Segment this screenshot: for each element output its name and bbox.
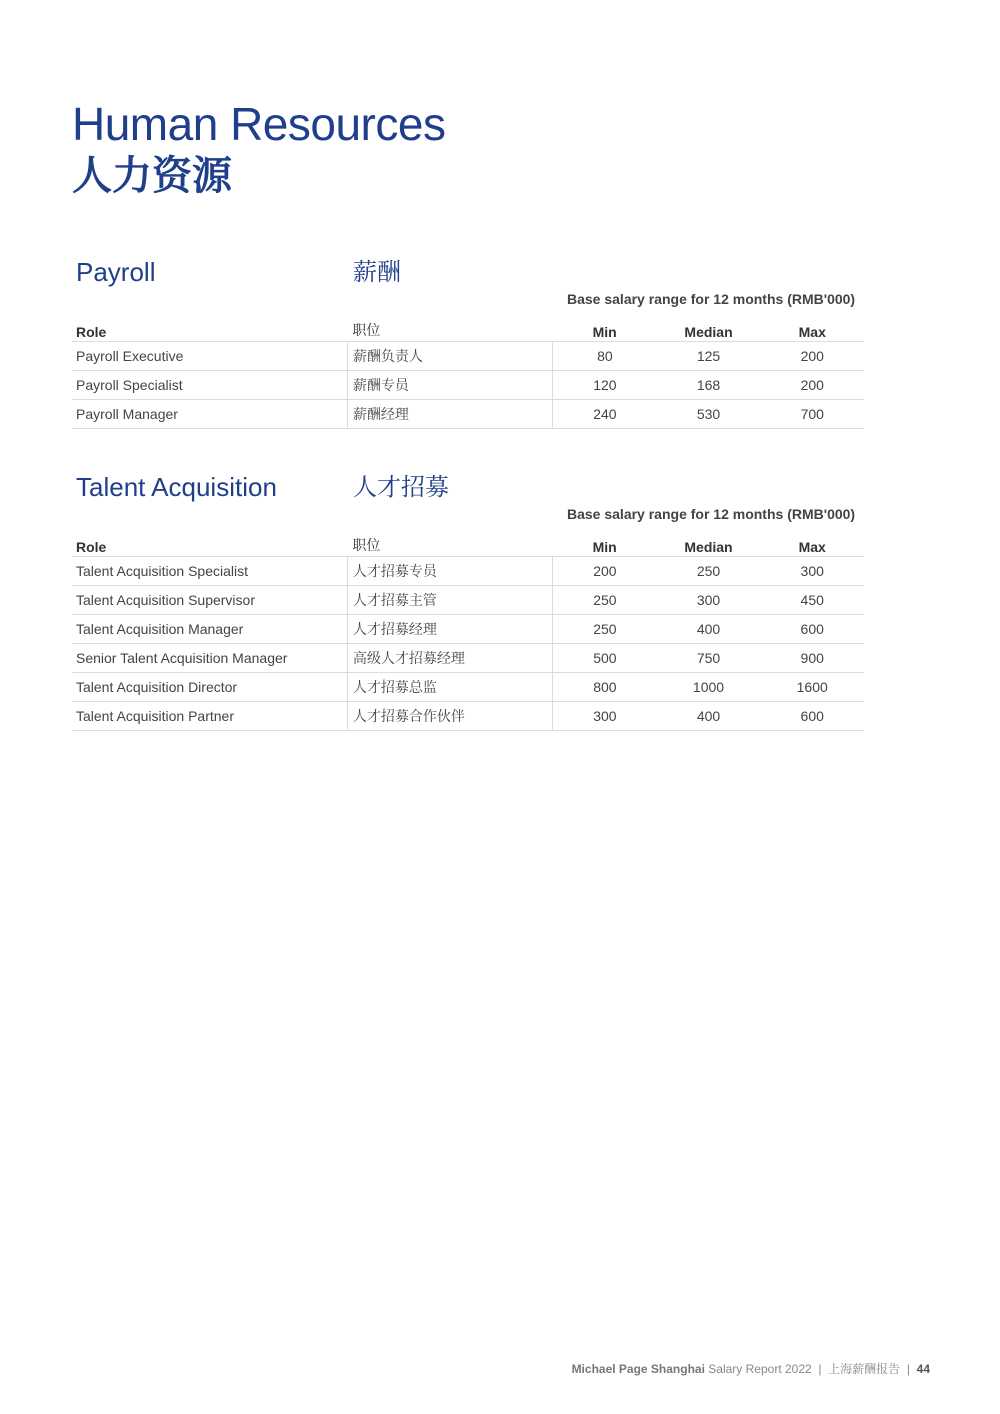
min-cell: 240	[553, 400, 657, 429]
role-cn-cell: 人才招募总监	[347, 673, 552, 702]
role-cn-cell: 人才招募合作伙伴	[347, 702, 552, 731]
max-cell: 700	[760, 400, 864, 429]
role-cn-cell: 高级人才招募经理	[347, 644, 552, 673]
table-row	[72, 371, 864, 400]
role-cell: Payroll Executive	[72, 342, 347, 371]
median-cell: 300	[657, 586, 761, 615]
min-header: Min	[592, 324, 617, 340]
table-row	[72, 673, 864, 702]
min-cell: 80	[553, 342, 657, 371]
role-cn-cell: 人才招募专员	[347, 557, 552, 586]
role-cell: Talent Acquisition Partner	[72, 702, 347, 731]
footer-separator: |	[818, 1362, 822, 1376]
salary-range-heading: Base salary range for 12 months (RMB'000)	[567, 506, 856, 522]
table-row	[72, 644, 864, 673]
min-cell: 250	[553, 586, 657, 615]
footer-separator: |	[906, 1362, 910, 1376]
min-header: Min	[592, 539, 617, 555]
role-cn-cell: 人才招募主管	[347, 586, 552, 615]
footer-report-title: Salary Report 2022	[708, 1362, 812, 1376]
footer-report-title-chinese: 上海薪酬报告	[828, 1362, 901, 1376]
max-cell: 600	[760, 615, 864, 644]
role-cn-cell: 人才招募经理	[347, 615, 552, 644]
max-cell: 200	[760, 371, 864, 400]
table-row	[72, 702, 864, 731]
min-cell: 200	[553, 557, 657, 586]
table-row	[72, 400, 864, 429]
salary-range-heading: Base salary range for 12 months (RMB'000)	[567, 291, 856, 307]
median-cell: 1000	[657, 673, 761, 702]
page-footer	[572, 1360, 930, 1377]
median-cell: 530	[657, 400, 761, 429]
section-title-chinese: 薪酬	[353, 258, 401, 286]
role-header: Role	[76, 539, 107, 555]
role-header: Role	[76, 324, 107, 340]
max-header: Max	[798, 324, 826, 340]
max-cell: 600	[760, 702, 864, 731]
table-row	[72, 342, 864, 371]
footer-brand: Michael Page Shanghai	[571, 1362, 705, 1376]
median-header: Median	[684, 539, 733, 555]
max-cell: 200	[760, 342, 864, 371]
max-header: Max	[798, 539, 826, 555]
median-cell: 400	[657, 702, 761, 731]
table-header-row	[72, 529, 864, 557]
min-cell: 250	[553, 615, 657, 644]
min-cell: 120	[553, 371, 657, 400]
page-title: Human Resources	[72, 98, 446, 150]
max-cell: 1600	[760, 673, 864, 702]
role-cell: Talent Acquisition Manager	[72, 615, 347, 644]
role-cell: Payroll Specialist	[72, 371, 347, 400]
median-cell: 400	[657, 615, 761, 644]
role-cn-header: 职位	[352, 538, 381, 554]
median-cell: 250	[657, 557, 761, 586]
role-cn-header: 职位	[352, 323, 381, 339]
role-cell: Talent Acquisition Director	[72, 673, 347, 702]
role-cell: Payroll Manager	[72, 400, 347, 429]
page-title-chinese: 人力资源	[72, 153, 232, 199]
section-title: Payroll	[76, 257, 156, 287]
role-cell: Talent Acquisition Supervisor	[72, 586, 347, 615]
max-cell: 450	[760, 586, 864, 615]
min-cell: 500	[553, 644, 657, 673]
role-cn-cell: 薪酬负责人	[347, 342, 552, 371]
role-cell: Talent Acquisition Specialist	[72, 557, 347, 586]
max-cell: 300	[760, 557, 864, 586]
median-cell: 125	[657, 342, 761, 371]
median-header: Median	[684, 324, 733, 340]
max-cell: 900	[760, 644, 864, 673]
table-row	[72, 586, 864, 615]
table-row	[72, 557, 864, 586]
role-cell: Senior Talent Acquisition Manager	[72, 644, 347, 673]
table-header-row	[72, 314, 864, 342]
table-row	[72, 615, 864, 644]
median-cell: 168	[657, 371, 761, 400]
section-title-chinese: 人才招募	[353, 473, 449, 501]
role-cn-cell: 薪酬经理	[347, 400, 552, 429]
min-cell: 800	[553, 673, 657, 702]
payroll-salary-table	[72, 314, 864, 429]
min-cell: 300	[553, 702, 657, 731]
talent-acquisition-salary-table	[72, 529, 864, 731]
section-title: Talent Acquisition	[76, 472, 277, 502]
page-number: 44	[916, 1362, 930, 1376]
median-cell: 750	[657, 644, 761, 673]
role-cn-cell: 薪酬专员	[347, 371, 552, 400]
